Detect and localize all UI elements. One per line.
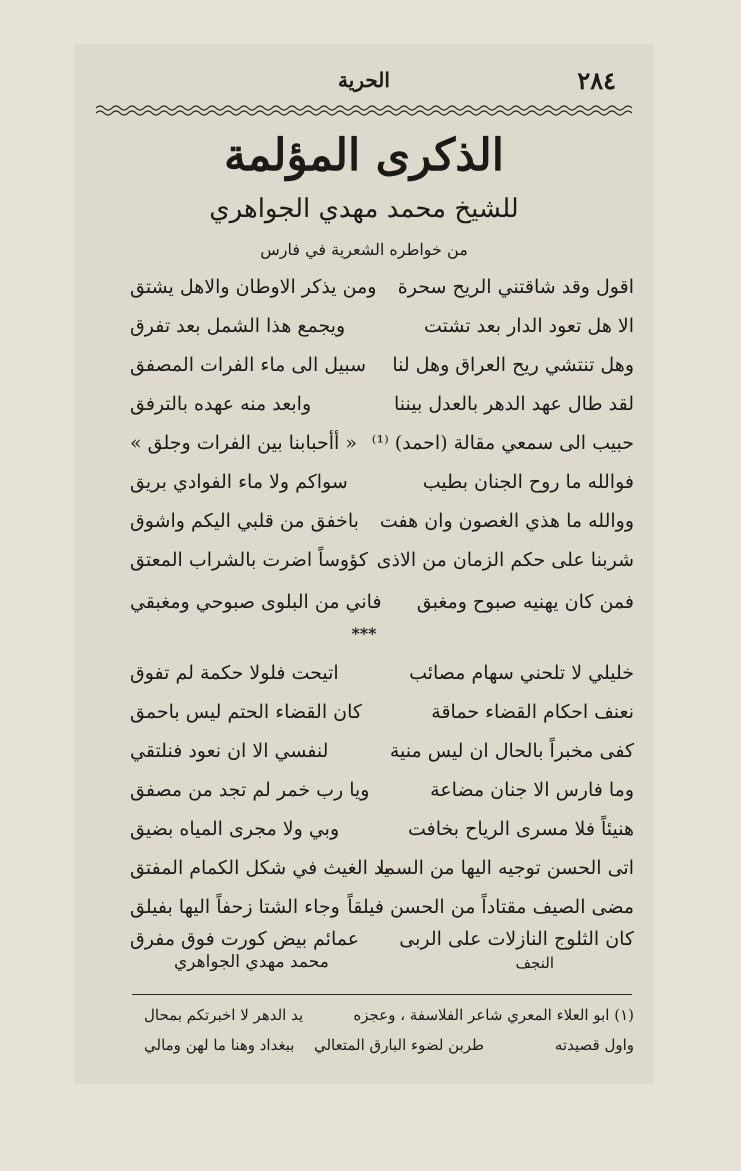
verse-line xyxy=(130,857,634,891)
verse-line xyxy=(130,549,634,583)
place-name: النجف xyxy=(515,954,554,972)
footnote-line2-left: ببغداد وهنا ما لهن ومالي xyxy=(144,1036,295,1054)
wavy-divider xyxy=(96,104,632,116)
journal-name: الحرية xyxy=(338,68,390,92)
verse-line xyxy=(130,740,634,774)
section-separator: *** xyxy=(351,624,377,643)
verse-first-hemistich: مضى الصيف مقتاداً من الحسن فيلقاً xyxy=(347,896,634,918)
verse-second-hemistich: باخفق من قلبي اليكم واشوق xyxy=(130,510,359,532)
verse-line xyxy=(130,471,634,505)
verse-line xyxy=(130,818,634,852)
verse-second-hemistich: وجاء الشتا زحفاً اليها بفيلق xyxy=(130,896,340,918)
poem-subtitle: من خواطره الشعرية في فارس xyxy=(260,240,468,259)
footnote-line1-right: (١) ابو العلاء المعري شاعر الفلاسفة ، وعجزه xyxy=(353,1006,634,1024)
verse-first-hemistich: الا هل تعود الدار بعد تشتت xyxy=(423,315,634,337)
footnote-rule xyxy=(132,994,632,995)
footnote-line2-mid: طربن لضوء البارق المتعالي xyxy=(313,1036,484,1054)
verse-second-hemistich: ويا رب خمر لم تجد من مصفق xyxy=(130,779,370,801)
verse-second-hemistich: وابعد منه عهده بالترفق xyxy=(130,393,312,415)
verse-first-hemistich: لقد طال عهد الدهر بالعدل بيننا xyxy=(394,393,634,415)
footnote-line1-left: يد الدهر لا اخبرتكم بمحال xyxy=(144,1006,304,1024)
verse-second-hemistich: كان القضاء الحتم ليس باحمق xyxy=(130,701,362,723)
verse-first-hemistich: اتى الحسن توجيه اليها من السما xyxy=(379,857,634,879)
verse-second-hemistich: ويجمع هذا الشمل بعد تفرق xyxy=(130,315,346,337)
verse-first-hemistich: فمن كان يهنيه صبوح ومغبق xyxy=(416,591,634,613)
poem-title: الذكرى المؤلمة xyxy=(224,130,504,181)
verse-second-hemistich: كؤوساً اضرت بالشراب المعتق xyxy=(130,549,368,571)
page-number: ٢٨٤ xyxy=(577,66,616,95)
verse-first-hemistich: فوالله ما روح الجنان بطيب xyxy=(422,471,634,493)
verse-second-hemistich: سواكم ولا ماء الفوادي بريق xyxy=(130,471,348,493)
verse-line xyxy=(130,510,634,544)
verse-second-hemistich: لنفسي الا ان نعود فنلتقي xyxy=(130,740,329,762)
verse-second-hemistich: وبي ولا مجرى المياه بضيق xyxy=(130,818,340,840)
verse-second-hemistich: فاني من البلوى صبوحي ومغبقي xyxy=(130,591,382,613)
verse-line xyxy=(130,354,634,388)
verse-line xyxy=(130,701,634,735)
verse-line xyxy=(130,662,634,696)
verse-first-hemistich: وهل تنتشي ريح العراق وهل لنا xyxy=(392,354,634,376)
verse-second-hemistich: « أأحبابنا بين الفرات وجلق » xyxy=(130,432,357,454)
verse-second-hemistich: سبيل الى ماء الفرات المصفق xyxy=(130,354,367,376)
footnote-line2-right: واول قصيدته xyxy=(554,1036,634,1054)
verse-first-hemistich: هنيئاً فلا مسرى الرياح بخافت xyxy=(407,818,634,840)
verse-line xyxy=(130,393,634,427)
verse-first-hemistich: نعنف احكام القضاء حماقة xyxy=(431,701,634,723)
poet-signature: محمد مهدي الجواهري xyxy=(174,952,329,972)
verse-line xyxy=(130,276,634,310)
verse-first-hemistich: ووالله ما هذي الغصون وان هفت xyxy=(379,510,634,532)
verse-first-hemistich: شربنا على حكم الزمان من الاذى xyxy=(376,549,634,571)
verse-first-hemistich: حبيب الى سمعي مقالة (احمد) ⁽¹⁾ xyxy=(371,432,634,454)
verse-line xyxy=(130,591,634,625)
verse-second-hemistich: اتيحت فلولا حكمة لم تفوق xyxy=(130,662,339,684)
author-line: للشيخ محمد مهدي الجواهري xyxy=(209,194,519,224)
verse-line xyxy=(130,315,634,349)
verse-first-hemistich: كان الثلوج النازلات على الربى xyxy=(399,928,634,950)
document-page xyxy=(74,44,654,1084)
verse-first-hemistich: وما فارس الا جنان مضاعة xyxy=(430,779,634,801)
verse-first-hemistich: خليلي لا تلحني سهام مصائب xyxy=(409,662,634,684)
verse-line xyxy=(130,896,634,930)
verse-first-hemistich: كفى مخبراً بالحال ان ليس منية xyxy=(389,740,634,762)
verse-line xyxy=(130,779,634,813)
verse-second-hemistich: ومن يذكر الاوطان والاهل يشتق xyxy=(130,276,377,298)
verse-first-hemistich: اقول وقد شاقتني الريح سحرة xyxy=(397,276,634,298)
verse-line xyxy=(130,432,634,466)
page-header xyxy=(74,66,654,102)
verse-second-hemistich: يد الغيث في شكل الكمام المفتق xyxy=(130,857,390,879)
verse-second-hemistich: عمائم بيض كورت فوق مفرق xyxy=(130,928,360,950)
